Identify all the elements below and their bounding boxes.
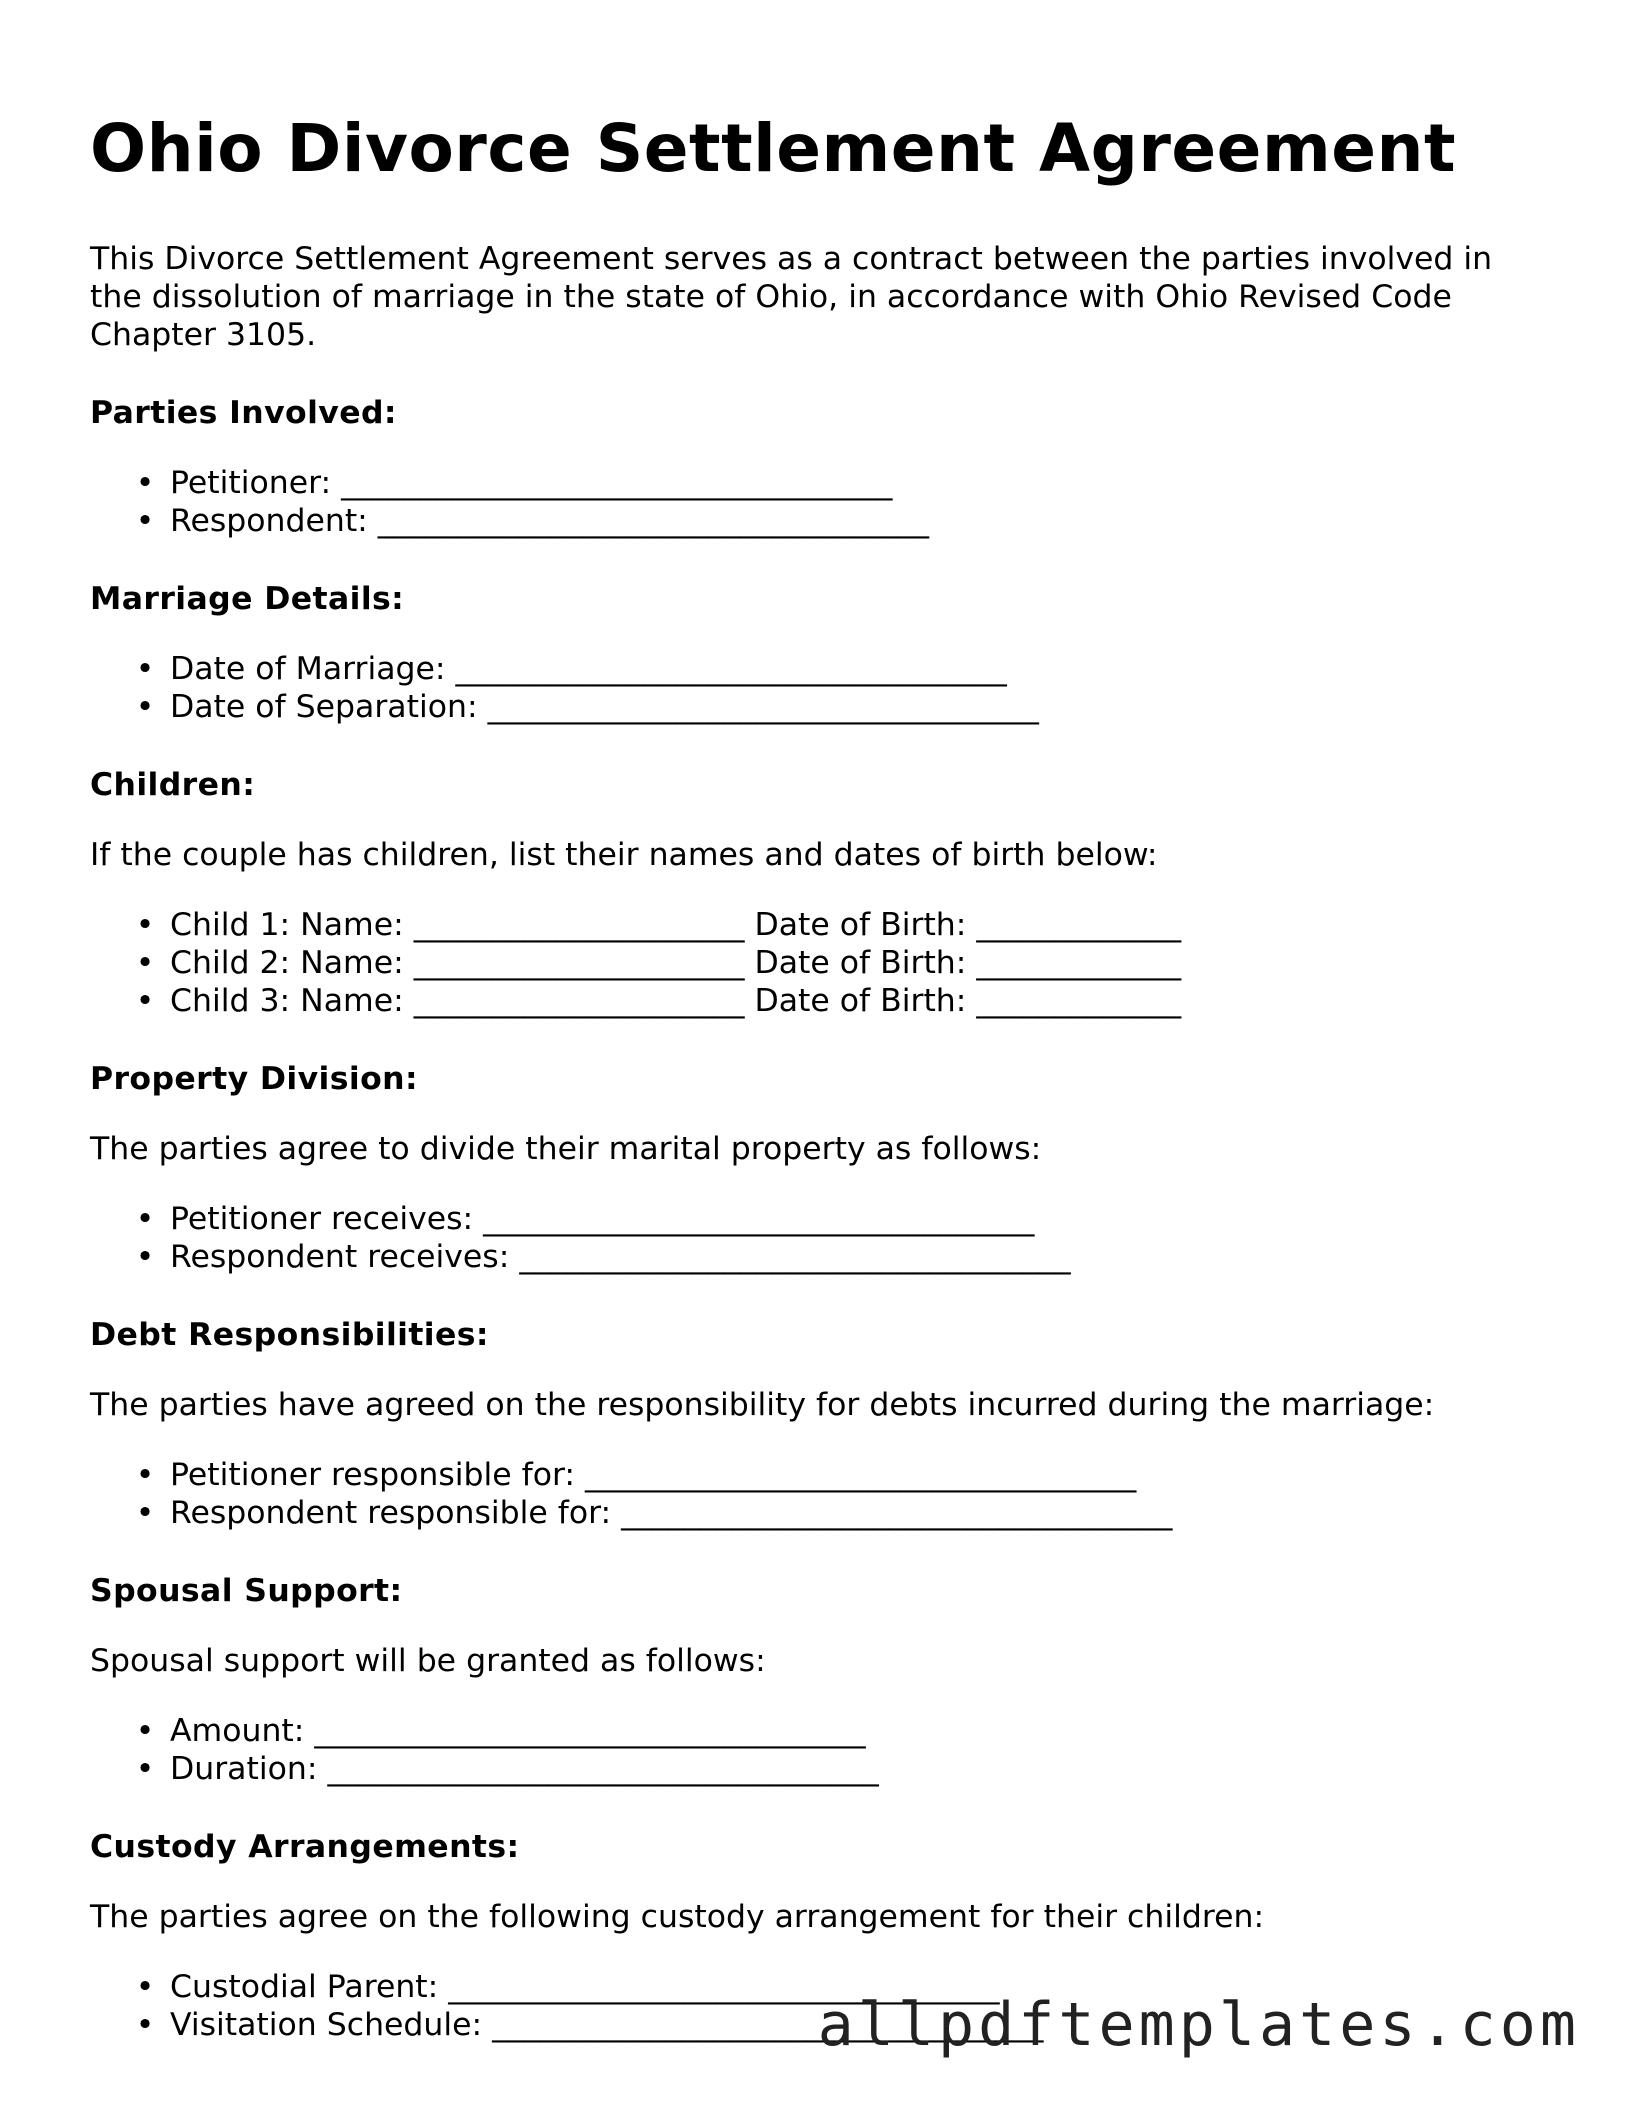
parties-list — [90, 464, 1550, 540]
watermark: allpdftemplates.com — [817, 1990, 1580, 2060]
field-date-of-marriage[interactable]: • Date of Marriage: ___________________________________ — [135, 651, 1007, 687]
bullet-icon: • — [135, 1457, 155, 1493]
bullet-icon: • — [135, 689, 155, 725]
field-child-2[interactable]: • Child 2: Name: _____________________ Date of Birth: _____________ — [135, 945, 1182, 981]
bullet-icon: • — [135, 907, 155, 943]
intro-paragraph: This Divorce Settlement Agreement serves as a contract between the parties involved in the dissolution of marriage in the state of Ohio, in accordance with Ohio Revised Code Chapter 3105. — [90, 241, 1493, 353]
bullet-icon: • — [135, 465, 155, 501]
bullet-icon: • — [135, 1495, 155, 1531]
spousal-text: Spousal support will be granted as follows: — [90, 1643, 766, 1679]
field-petitioner[interactable]: • Petitioner: ___________________________________ — [135, 465, 893, 501]
bullet-icon: • — [135, 1201, 155, 1237]
bullet-icon: • — [135, 1969, 155, 2005]
debt-list — [90, 1456, 1550, 1532]
bullet-icon: • — [135, 1239, 155, 1275]
bullet-icon: • — [135, 1713, 155, 1749]
debt-heading: Debt Responsibilities: — [90, 1317, 489, 1353]
field-respondent-receives[interactable]: • Respondent receives: ___________________________________ — [135, 1239, 1071, 1275]
field-petitioner-receives[interactable]: • Petitioner receives: ___________________________________ — [135, 1201, 1035, 1237]
custody-text: The parties agree on the following custody arrangement for their children: — [90, 1899, 1265, 1935]
property-list — [90, 1200, 1550, 1276]
marriage-heading: Marriage Details: — [90, 581, 405, 617]
children-text: If the couple has children, list their names and dates of birth below: — [90, 837, 1158, 873]
document-page — [90, 106, 1550, 2044]
property-heading: Property Division: — [90, 1061, 418, 1097]
bullet-icon: • — [135, 1751, 155, 1787]
field-date-of-separation[interactable]: • Date of Separation: ___________________________________ — [135, 689, 1039, 725]
field-visitation-schedule[interactable]: • Visitation Schedule: ___________________________________ — [135, 2007, 1044, 2043]
parties-heading: Parties Involved: — [90, 395, 397, 431]
spousal-heading: Spousal Support: — [90, 1573, 403, 1609]
debt-text: The parties have agreed on the responsibility for debts incurred during the marriage: — [90, 1387, 1435, 1423]
field-respondent[interactable]: • Respondent: ___________________________________ — [135, 503, 930, 539]
custody-heading: Custody Arrangements: — [90, 1829, 520, 1865]
field-custodial-parent[interactable]: • Custodial Parent: ___________________________________ — [135, 1969, 1000, 2005]
bullet-icon: • — [135, 945, 155, 981]
children-heading: Children: — [90, 767, 256, 803]
field-duration[interactable]: • Duration: ___________________________________ — [135, 1751, 879, 1787]
bullet-icon: • — [135, 2007, 155, 2043]
field-respondent-responsible[interactable]: • Respondent responsible for: ___________________________________ — [135, 1495, 1173, 1531]
bullet-icon: • — [135, 983, 155, 1019]
page-title: Ohio Divorce Settlement Agreement — [90, 110, 1457, 187]
field-amount[interactable]: • Amount: ___________________________________ — [135, 1713, 866, 1749]
bullet-icon: • — [135, 503, 155, 539]
bullet-icon: • — [135, 651, 155, 687]
field-petitioner-responsible[interactable]: • Petitioner responsible for: ___________________________________ — [135, 1457, 1137, 1493]
spousal-list — [90, 1712, 1550, 1788]
property-text: The parties agree to divide their marital property as follows: — [90, 1131, 1042, 1167]
marriage-list — [90, 650, 1550, 726]
field-child-1[interactable]: • Child 1: Name: _____________________ Date of Birth: _____________ — [135, 907, 1182, 943]
children-list — [90, 906, 1550, 1020]
field-child-3[interactable]: • Child 3: Name: _____________________ Date of Birth: _____________ — [135, 983, 1182, 1019]
